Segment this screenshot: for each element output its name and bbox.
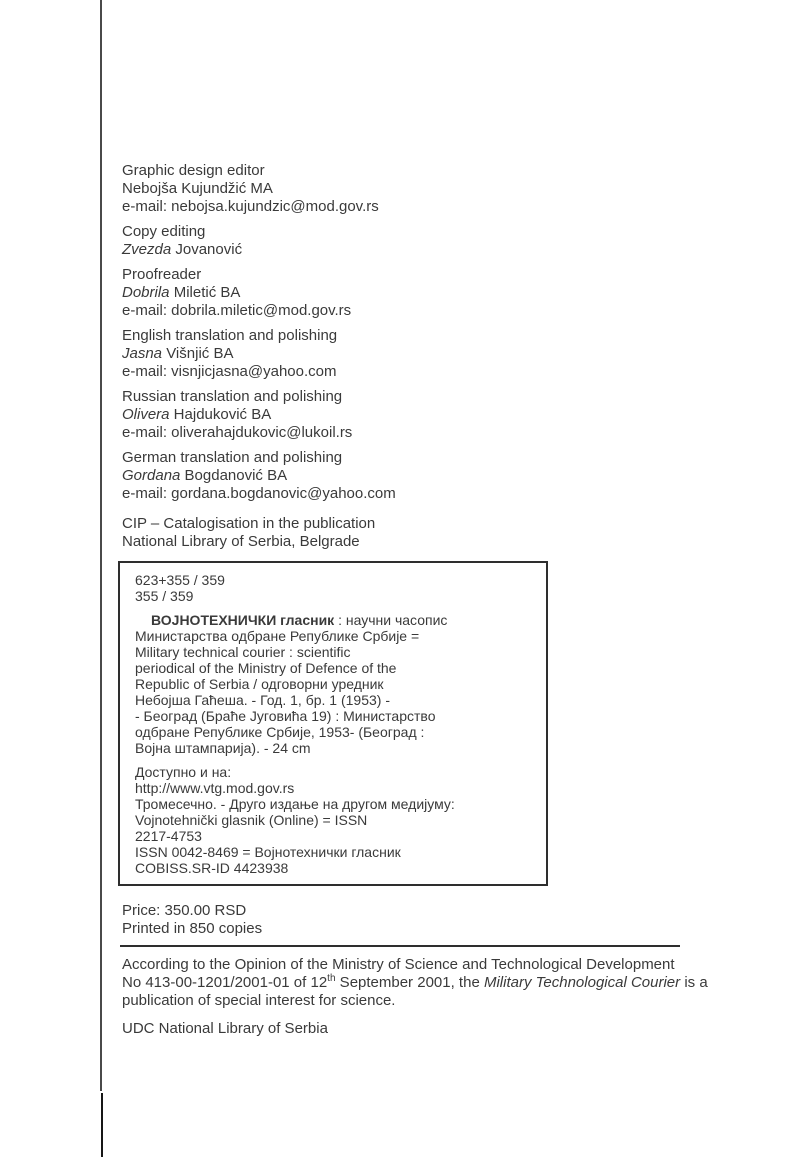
text-segment: Небојша Гаћеша. - Год. 1, бр. 1 (1953) -: [135, 692, 390, 708]
credit-name: [122, 284, 714, 302]
box-blank-line: [135, 604, 536, 612]
cip-box-line: [135, 724, 536, 740]
credit-block: [122, 266, 714, 320]
text-segment: September 2001, the: [335, 974, 484, 991]
page-left-rule-upper: [100, 0, 102, 1091]
text-segment: publication of special interest for science.: [122, 992, 396, 1009]
text-segment: Hajduković BA: [169, 406, 272, 423]
cip-box-line: [135, 764, 536, 780]
text-segment: Bogdanović BA: [180, 467, 288, 484]
box-blank-line: [135, 756, 536, 764]
credit-name: [122, 345, 714, 363]
credit-block: [122, 162, 714, 216]
cip-box-line: [135, 796, 536, 812]
credit-email: e-mail: dobrila.miletic@mod.gov.rs: [122, 302, 352, 319]
cip-box-line: [135, 860, 536, 876]
opinion-line: [122, 956, 714, 974]
opinion-line: [122, 992, 714, 1010]
text-segment: Jovanović: [171, 241, 243, 258]
credit-name: [122, 467, 714, 485]
cip-box-line: [135, 660, 536, 676]
text-segment: Olivera: [122, 406, 170, 423]
credit-role: Graphic design editor: [122, 162, 265, 179]
cip-catalog-box: [118, 561, 548, 886]
cip-box-line: [135, 692, 536, 708]
text-segment: : научни часопис: [334, 612, 448, 628]
text-segment: Nebojša Kujundžić MA: [122, 180, 273, 197]
text-segment: periodical of the Ministry of Defence of the: [135, 660, 397, 676]
credit-block: [122, 449, 714, 503]
text-segment: 355 / 359: [135, 588, 194, 604]
credit-role: English translation and polishing: [122, 327, 338, 344]
credit-email: e-mail: nebojsa.kujundzic@mod.gov.rs: [122, 198, 379, 215]
cip-box-line: [135, 812, 536, 828]
credit-role: German translation and polishing: [122, 449, 343, 466]
cip-box-line: [135, 844, 536, 860]
pricing-block: [122, 902, 714, 938]
pricing-line: Price: 350.00 RSD: [122, 902, 247, 919]
cip-heading-line: CIP – Catalogisation in the publication: [122, 515, 376, 532]
opinion-paragraph: [122, 956, 714, 1010]
credit-role: Copy editing: [122, 223, 206, 240]
credit-name: [122, 241, 714, 259]
cip-heading-line: National Library of Serbia, Belgrade: [122, 533, 360, 550]
credit-role: Proofreader: [122, 266, 202, 283]
credit-name: [122, 180, 714, 198]
cip-box-line: [135, 612, 536, 628]
text-segment: Тромесечно. - Друго издање на другом медијуму:: [135, 796, 455, 812]
cip-box-line: [135, 708, 536, 724]
text-segment: 623+355 / 359: [135, 572, 225, 588]
text-segment: Zvezda: [122, 241, 172, 258]
text-segment: th: [327, 973, 336, 984]
text-segment: - Београд (Браће Југовића 19) : Министарство: [135, 708, 436, 724]
credits-section: [122, 162, 714, 503]
credit-block: [122, 388, 714, 442]
text-segment: COBISS.SR-ID 4423938: [135, 860, 289, 876]
text-segment: Gordana: [122, 467, 181, 484]
pricing-line: Printed in 850 copies: [122, 920, 263, 937]
page-left-rule-lower: [101, 1093, 103, 1157]
cip-box-line: [135, 572, 536, 588]
cip-box-line: [135, 588, 536, 604]
text-segment: Miletić BA: [169, 284, 241, 301]
credit-name: [122, 406, 714, 424]
cip-heading: [122, 515, 714, 551]
text-segment: Višnjić BA: [162, 345, 234, 362]
section-divider-rule: [120, 945, 680, 947]
text-segment: Jasna: [122, 345, 163, 362]
cip-box-line: [135, 740, 536, 756]
text-segment: Доступно и на:: [135, 764, 232, 780]
credit-email: e-mail: oliverahajdukovic@lukoil.rs: [122, 424, 353, 441]
text-segment: ISSN 0042-8469 = Војнотехнички гласник: [135, 844, 401, 860]
credit-block: [122, 327, 714, 381]
text-segment: Dobrila: [122, 284, 170, 301]
imprint-page-content: [122, 162, 714, 1038]
text-segment: Војна штампарија). - 24 cm: [135, 740, 311, 756]
credit-email: e-mail: gordana.bogdanovic@yahoo.com: [122, 485, 396, 502]
cip-box-line: [135, 828, 536, 844]
text-segment: Military Technological Courier: [483, 974, 681, 991]
text-segment: According to the Opinion of the Ministry of Science and Technological Development: [122, 956, 675, 973]
cip-box-line: [135, 780, 536, 796]
udc-line: UDC National Library of Serbia: [122, 1020, 328, 1037]
text-segment: ВОЈНОТЕХНИЧКИ гласник: [151, 612, 335, 628]
text-segment: одбране Републике Србије, 1953- (Београд :: [135, 724, 425, 740]
text-segment: Vojnotehnički glasnik (Online) = ISSN: [135, 812, 368, 828]
text-segment: No 413-00-1201/2001-01 of 12: [122, 974, 328, 991]
text-segment: Military technical courier : scientific: [135, 644, 351, 660]
credit-email: e-mail: visnjicjasna@yahoo.com: [122, 363, 337, 380]
text-segment: Министарства одбране Републике Србије =: [135, 628, 420, 644]
text-segment: Republic of Serbia / одговорни уредник: [135, 676, 384, 692]
cip-box-line: [135, 676, 536, 692]
cip-box-line: [135, 628, 536, 644]
text-segment: is a: [680, 974, 708, 991]
text-segment: http://www.vtg.mod.gov.rs: [135, 780, 295, 796]
credit-block: [122, 223, 714, 259]
credit-role: Russian translation and polishing: [122, 388, 343, 405]
opinion-line: [122, 974, 714, 992]
cip-box-line: [135, 644, 536, 660]
text-segment: 2217-4753: [135, 828, 202, 844]
